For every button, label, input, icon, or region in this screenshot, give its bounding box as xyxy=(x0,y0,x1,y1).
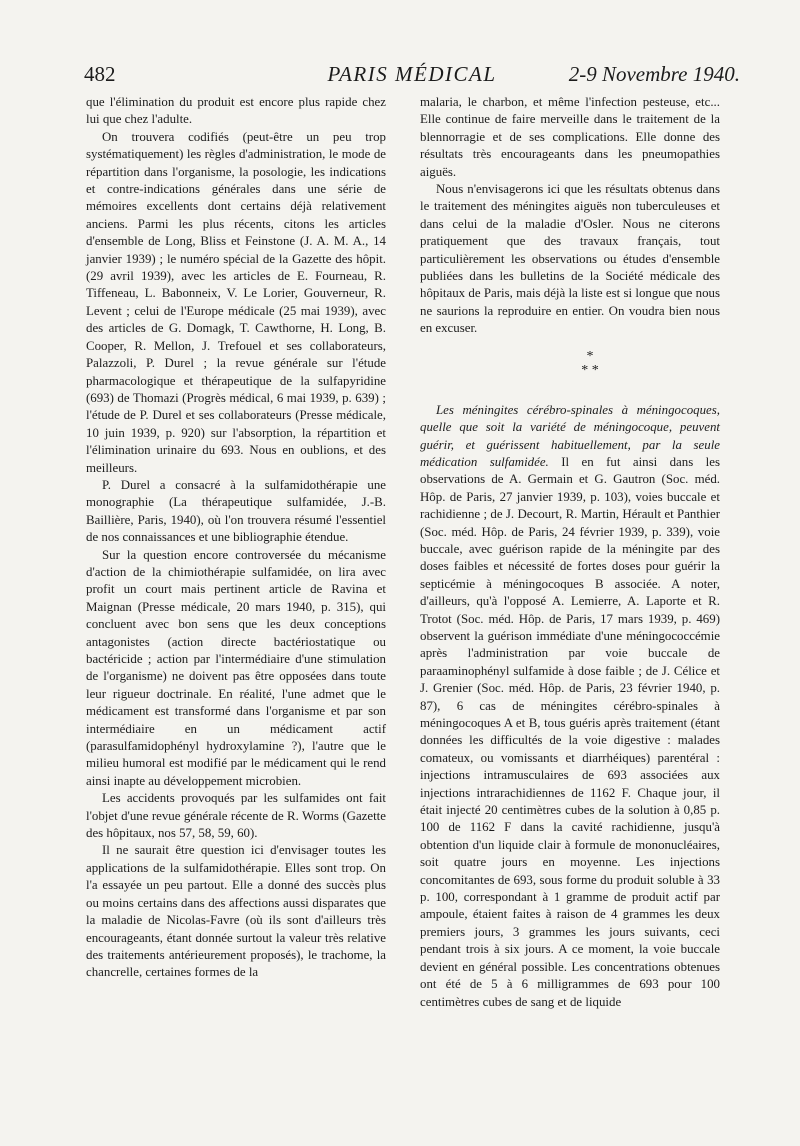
paragraph: Les accidents provoqués par les sulfamides ont fait l'objet d'une revue générale récente de R. Worms (Gazette des hôpitaux, nos 57, 58, 59, 60). xyxy=(86,791,386,841)
paragraph: Sur la question encore controversée du mécanisme d'action de la chimiothérapie sulfamidée, on lira avec profit un court mais pertinent article de Ravina et Maignan (Presse médicale, 20 mars 1940, p. 315), qui concluent avec bon sens que les deux conceptions antagonistes (action directe bactériostatique ou bactéricide ; action par l'intermédiaire d'une stimulation de l'organisme) ne doivent pas être opposées dans toute leur rigueur doctrinale. En réalité, l'une admet que le médicament est transformé dans l'organisme et par son intermédiaire en un médicament actif (parasulfamidophényl hydroxylamine ?), l'autre que le milieu humoral est modifié par le médicament qui le rend ainsi inapte au développement microbien. xyxy=(86,547,386,788)
paragraph: malaria, le charbon, et même l'infection pesteuse, etc... Elle continue de faire merveille dans le traitement de la blennorragie et de ses complications. Elle donne des résultats très encourageants dans les pneumopathies aiguës. xyxy=(420,95,720,179)
section-separator xyxy=(460,338,720,384)
paragraph: Nous n'envisagerons ici que les résultats obtenus dans le traitement des méningites aiguës non tuberculeuses et dans celui de la maladie d'Osler. Nous ne citerons pratiquement que des travaux français, tout particulièrement les observations ou études d'ensemble publiées dans les bulletins de la Société médicale des hôpitaux de Paris, mais déjà la liste est si longue que nous ne saurions la reproduire en entier. On voudra bien nous en excuser. xyxy=(420,182,720,336)
paragraph: On trouvera codifiés (peut-être un peu trop systématiquement) les règles d'administration, le mode de répartition dans l'organisme, la posologie, les indications et contre-indications générales dans une série de mémoires excellents dont certains déjà relativement anciens. Parmi les plus récents, citons les articles d'ensemble de Long, Bliss et Feinstone (J. A. M. A., 14 janvier 1939) ; le numéro spécial de la Gazette des hôpit. (29 avril 1939), avec les articles de E. Fourneau, R. Tiffeneau, L. Babonneix, V. Le Lorier, Gouverneur, R. Levent ; celui de l'Europe médicale (25 mai 1939), avec des articles de G. Domagk, T. Cawthorne, H. Long, B. Cooper, R. Mellon, J. Trefouel et ses collaborateurs, Palazzoli, P. Durel ; la revue générale sur l'étude pharmacologique et thérapeutique de la sulfapyridine (693) de Thomazi (Progrès médical, 6 mai 1939, p. 639) ; l'étude de P. Durel et ses collaborateurs (Presse médicale, 10 juin 1939, p. 920) sur l'absorption, la répartition et l'élimination urinaire du 693. Nous en oublions, et des meilleurs. xyxy=(86,129,386,475)
separator-star-top: * xyxy=(586,348,594,364)
italic-lead: Les méningites cérébro-spinales à méningocoques, quelle que soit la variété de méningocoque, peuvent guérir, et guérissent habituellement, par la seule médication sulfamidée. xyxy=(420,402,720,469)
page-number: 482 xyxy=(84,62,116,86)
right-column xyxy=(420,94,720,1011)
paragraph xyxy=(420,402,720,1011)
journal-title: PARIS MÉDICAL xyxy=(327,62,497,86)
separator-stars-bottom: * * xyxy=(581,362,599,378)
issue-date: 2-9 Novembre 1940. xyxy=(568,62,740,86)
page-header xyxy=(84,62,740,90)
paragraph: Il ne saurait être question ici d'envisager toutes les applications de la sulfamidothérapie. Elles sont trop. On l'a essayée un peu partout. Elle a donné des succès plus ou moins certains dans des affections aussi disparates que la maladie de Nicolas-Favre (où ils sont d'ailleurs très encourageants, étant donnée surtout la valeur très relative des traitements antérieurement proposés), le trachome, la chancrelle, certaines formes de la xyxy=(86,843,386,980)
paragraph: que l'élimination du produit est encore plus rapide chez lui que chez l'adulte. xyxy=(86,95,386,127)
paragraph: P. Durel a consacré à la sulfamidothérapie une monographie (La thérapeutique sulfamidée, J.-B. Baillière, Paris, 1940), où l'on trouvera résumé l'essentiel de nos connaissances et une bibliographie étendue. xyxy=(86,477,386,545)
left-column xyxy=(86,94,386,982)
paragraph-body: Il en fut ainsi dans les observations de A. Germain et G. Gautron (Soc. méd. Hôp. de Paris, 27 janvier 1939, p. 103), voies buccale et rachidienne ; de J. Decourt, R. Martin, Hérault et Panthier (Soc. méd. Hôp. de Paris, 24 février 1939, p. 339), voie buccale, avec guérison rapide de la méningite par des doses faibles et nécessité de fortes doses pour guérir la septicémie à méningocoques B associée. A noter, d'ailleurs, qu'à l'opposé A. Lemierre, A. Laporte et R. Trotot (Soc. méd. Hôp. de Paris, 17 mars 1939, p. 469) observent la guérison immédiate d'une méningococcémie après l'administration par voie buccale de paraaminophényl sulfamide à dose faible ; de J. Célice et J. Grenier (Soc. méd. Hôp. de Paris, 23 février 1940, p. 87), 6 cas de méningites cérébro-spinales à méningocoques A et B, tous guéris après traitement (étant données les difficultés de la voie digestive : malades comateux, ou vomissants et diarrhéiques) parentéral : injections intramusculaires de 693 associées aux injections intrarachidiennes de 1162 F. Chaque jour, il était injecté 20 centimètres cubes de la solution à 0,85 p. 100 de 1162 F dans la cavité rachidienne, jusqu'à obtention d'un liquide clair à formule de mononucléaires, soit quatre jours en moyenne. Les injections concomitantes de 693, sous forme du produit soluble à 33 p. 100, correspondant à 1 gramme de produit actif par ampoule, étaient faites à raison de 4 grammes les deux premiers jours, 3 grammes les jours suivants, ceci pendant trois à six jours. A ce moment, la voie buccale devient en général possible. Les concentrations obtenues ont été de 5 à 6 milligrammes de 693 pour 100 centimètres cubes de sang et de liquide xyxy=(420,454,720,1009)
